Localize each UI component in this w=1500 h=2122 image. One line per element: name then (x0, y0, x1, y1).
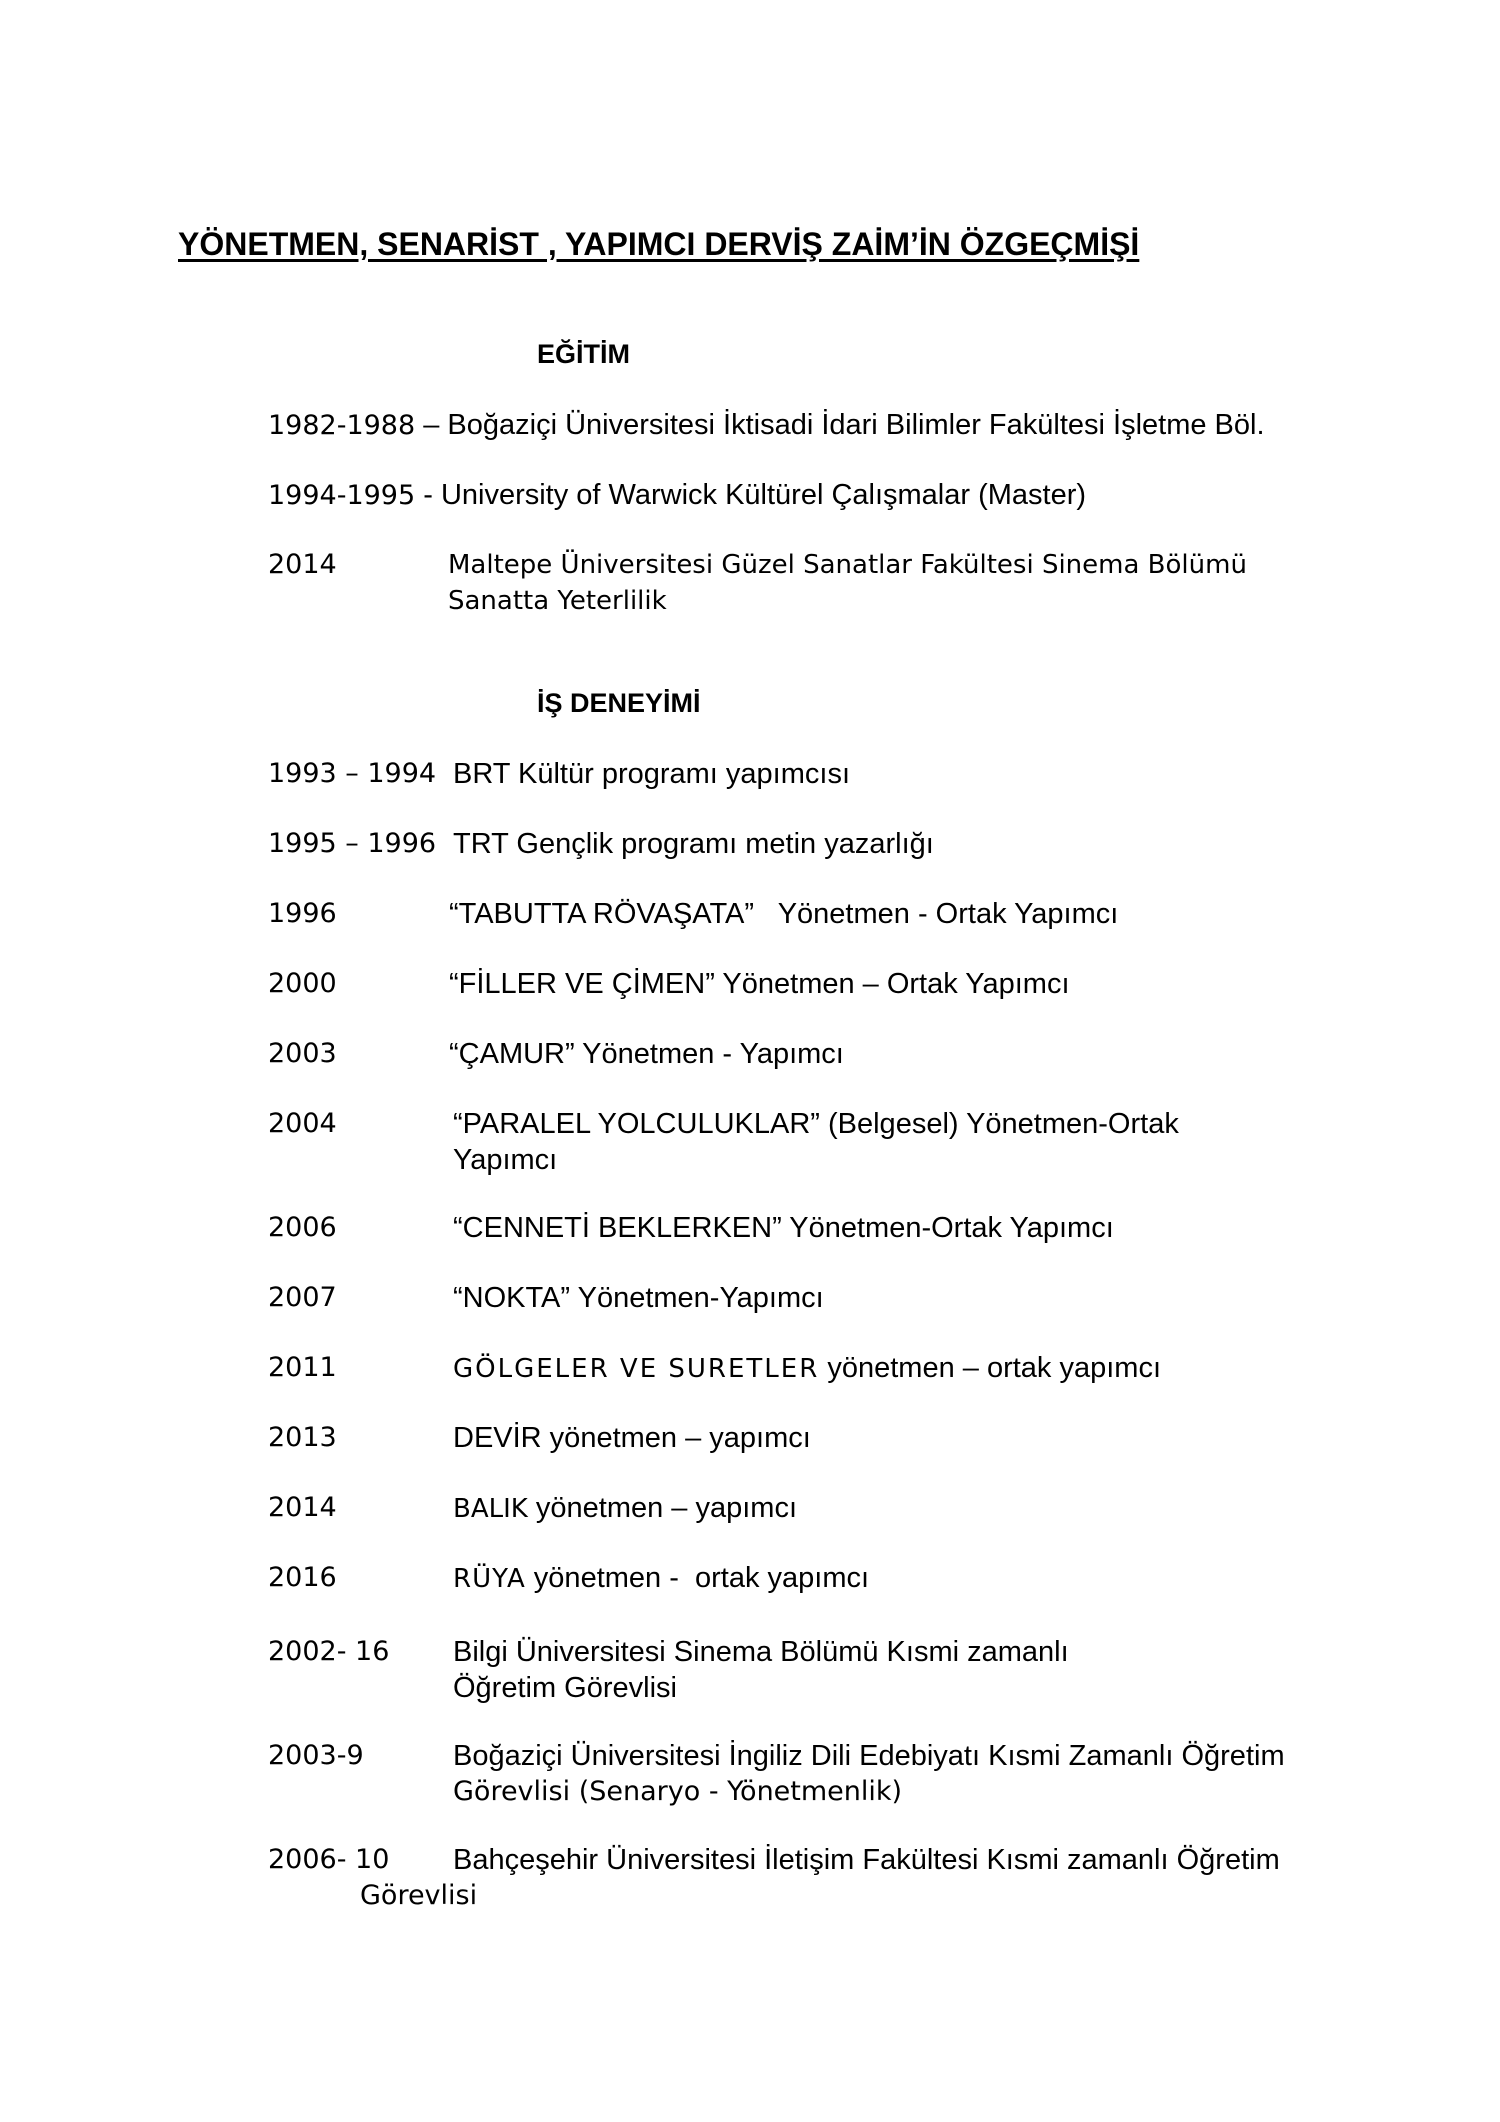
experience-text: “ÇAMUR” Yönetmen - Yapımcı (449, 1038, 844, 1070)
experience-date: 2004 (268, 1108, 337, 1139)
experience-line-1: Boğaziçi Üniversitesi İngiliz Dili Edebiyatı Kısmi Zamanlı Öğretim (453, 1740, 1285, 1772)
experience-heading: İŞ DENEYİMİ (537, 688, 701, 718)
experience-description (453, 1350, 1161, 1387)
film-title: RÜYA (453, 1564, 526, 1594)
education-line-1: Maltepe Üniversitesi Güzel Sanatlar Fakültesi Sinema Bölümü (448, 550, 1247, 580)
education-text: - University of Warwick Kültürel Çalışmalar (Master) (415, 479, 1087, 511)
experience-date: 1996 (268, 898, 337, 929)
experience-text: TRT Gençlik programı metin yazarlığı (453, 828, 934, 860)
experience-date: 2016 (268, 1562, 337, 1593)
education-item (268, 407, 1265, 444)
experience-text: BRT Kültür programı yapımcısı (453, 758, 851, 790)
education-date: 2014 (268, 549, 337, 580)
experience-description (453, 1106, 1179, 1178)
experience-line-2: Yapımcı (453, 1144, 558, 1176)
experience-date: 2006- 10 (268, 1844, 390, 1875)
experience-text: “NOKTA” Yönetmen-Yapımcı (453, 1282, 824, 1314)
education-item (268, 477, 1086, 514)
experience-text: “TABUTTA RÖVAŞATA” Yönetmen - Ortak Yapımcı (449, 898, 1119, 930)
experience-date: 2000 (268, 968, 337, 999)
experience-date: 2011 (268, 1352, 337, 1383)
experience-text: “FİLLER VE ÇİMEN” Yönetmen – Ortak Yapımcı (449, 968, 1070, 1000)
experience-description (453, 1634, 1069, 1706)
experience-date: 2002- 16 (268, 1636, 390, 1667)
experience-line-2: Görevlisi (360, 1880, 478, 1911)
education-description (448, 547, 1247, 619)
education-line-2: Sanatta Yeterlilik (448, 586, 667, 616)
education-text: – Boğaziçi Üniversitesi İktisadi İdari Bilimler Fakültesi İşletme Böl. (415, 409, 1265, 441)
experience-line-1: Bilgi Üniversitesi Sinema Bölümü Kısmi zamanlı (453, 1636, 1069, 1668)
education-date: 1994-1995 (268, 480, 416, 511)
experience-text: yönetmen – yapımcı (527, 1492, 798, 1524)
experience-date: 2013 (268, 1422, 337, 1453)
experience-date: 2003 (268, 1038, 337, 1069)
experience-line-2: Görevlisi (Senaryo - Yönetmenlik) (453, 1776, 903, 1807)
education-heading: EĞİTİM (537, 339, 630, 369)
experience-description (453, 1490, 797, 1527)
experience-date: 2006 (268, 1212, 337, 1243)
experience-line-1: “PARALEL YOLCULUKLAR” (Belgesel) Yönetmen-Ortak (453, 1108, 1179, 1140)
experience-date: 2003-9 (268, 1740, 364, 1771)
education-date: 1982-1988 (268, 410, 416, 441)
experience-line-2: Öğretim Görevlisi (453, 1672, 677, 1704)
experience-text: “CENNETİ BEKLERKEN” Yönetmen-Ortak Yapımcı (453, 1212, 1114, 1244)
film-title: BALIK (453, 1494, 528, 1524)
experience-description (453, 1738, 1285, 1810)
experience-text: yönetmen - ortak yapımcı (525, 1562, 870, 1594)
page-title: YÖNETMEN, SENARİST , YAPIMCI DERVİŞ ZAİM’İN ÖZGEÇMİŞİ (178, 226, 1140, 262)
experience-text: Bahçeşehir Üniversitesi İletişim Fakültesi Kısmi zamanlı Öğretim (453, 1844, 1280, 1876)
experience-date: 1995 – 1996 (268, 828, 437, 859)
experience-date: 2007 (268, 1282, 337, 1313)
experience-text: yönetmen – ortak yapımcı (819, 1352, 1162, 1384)
experience-text: DEVİR yönetmen – yapımcı (453, 1422, 811, 1454)
experience-date: 1993 – 1994 (268, 758, 437, 789)
experience-date: 2014 (268, 1492, 337, 1523)
film-title: GÖLGELER VE SURETLER (453, 1354, 820, 1384)
experience-description (453, 1560, 869, 1597)
